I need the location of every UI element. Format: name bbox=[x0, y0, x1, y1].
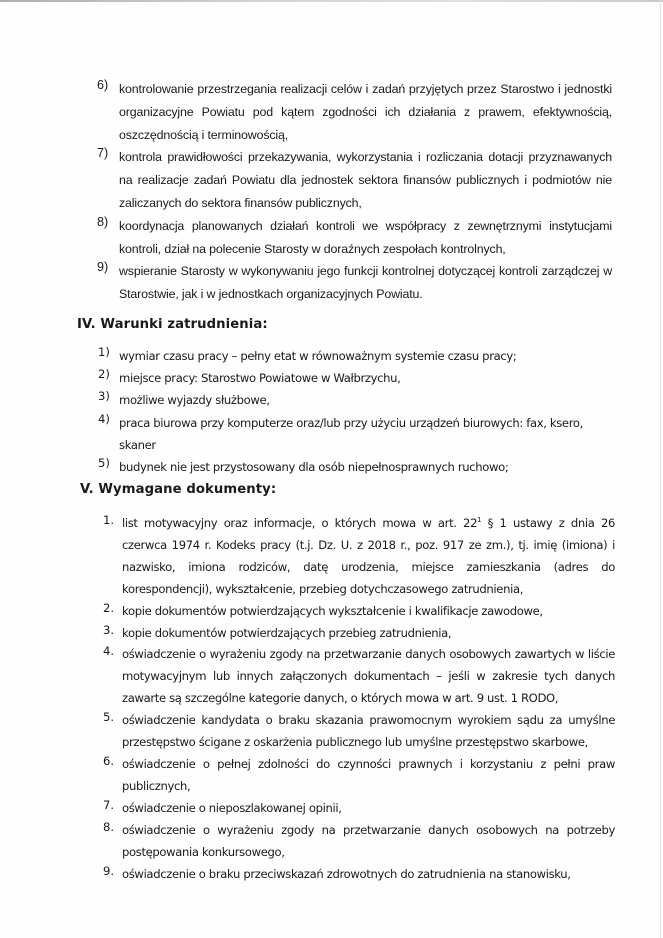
list-item bbox=[103, 623, 615, 645]
list-item bbox=[97, 260, 612, 306]
list-item-number: 8) bbox=[97, 214, 109, 229]
section-heading-required-documents: V. Wymagane dokumenty: bbox=[80, 482, 277, 497]
list-item-text: oświadczenie kandydata o braku skazania prawomocnym wyrokiem sądu za umyślne przestępstwo ścigane z oskarżenia publicznego lub umyślne przestępstwo skarbowe, bbox=[122, 713, 615, 750]
list-item-text: wspieranie Starosty w wykonywaniu jego funkcji kontrolnej dotyczącej kontroli zarządczej w Starostwie, jak i w jednostkach organizacyjnych Powiatu. bbox=[119, 264, 612, 302]
list-item-number: 3) bbox=[98, 389, 110, 404]
list-item bbox=[103, 601, 615, 623]
list-item-number: 6) bbox=[97, 78, 109, 92]
text-segment: list motywacyjny oraz informacje, o których mowa w art. 22 bbox=[122, 516, 478, 530]
text-segment: § 1 ustawy z dnia 26 czerwca 1974 r. Kodeks pracy (t.j. Dz. U. z 2018 r., poz. 917 ze zm.), tj. imię (imiona) i nazwisko, imiona rodziców, datę urodzenia, miejsce zamieszkania (adres do korespondencji), wykształcenie, przebieg dotychczasowego zatrudnienia, bbox=[122, 516, 615, 596]
list-item-text: oświadczenie o braku przeciwskazań zdrowotnych do zatrudnienia na stanowisku, bbox=[122, 866, 571, 881]
list-item bbox=[98, 367, 618, 389]
list-item-number: 6. bbox=[103, 753, 115, 768]
list-item bbox=[103, 710, 615, 754]
list-item bbox=[97, 215, 612, 261]
list-item-text: kontrola prawidłowości przekazywania, wykorzystania i rozliczania dotacji przyznawanych na realizacje zadań Powiatu dla jednostek sektora finansów publicznych i podmiotów nie zaliczanych do sektora finansów publicznych, bbox=[119, 150, 612, 210]
list-item-text: miejsce pracy: Starostwo Powiatowe w Wałbrzychu, bbox=[119, 371, 401, 386]
list-item-text: kopie dokumentów potwierdzających przebieg zatrudnienia, bbox=[122, 625, 452, 640]
list-item-number: 4) bbox=[98, 411, 110, 426]
list-item-number: 5. bbox=[103, 710, 115, 725]
list-item-number: 3. bbox=[103, 622, 115, 637]
list-item-text: oświadczenie o pełnej zdolności do czynności prawnych i korzystaniu z pełni praw publicznych, bbox=[122, 756, 615, 793]
list-item-number: 5) bbox=[98, 456, 110, 471]
list-item-number: 7. bbox=[103, 797, 115, 812]
section-heading-employment-conditions: IV. Warunki zatrudnienia: bbox=[77, 317, 268, 332]
list-item-text: koordynacja planowanych działań kontroli we współpracy z zewnętrznymi instytucjami kontroli, dział na polecenie Starosty w doraźnych zespołach kontrolnych, bbox=[119, 218, 612, 256]
list-item-number: 9) bbox=[97, 260, 109, 275]
list-item bbox=[103, 754, 615, 798]
list-item-text: możliwe wyjazdy służbowe, bbox=[119, 393, 270, 408]
list-item bbox=[97, 146, 612, 214]
list-item bbox=[98, 412, 618, 456]
list-item bbox=[103, 798, 615, 820]
scan-edge-top bbox=[0, 0, 663, 2]
list-item bbox=[97, 78, 612, 146]
list-item-number: 7) bbox=[97, 146, 109, 161]
list-item bbox=[103, 820, 615, 864]
list-item-text: kopie dokumentów potwierdzających wykształcenie i kwalifikacje zawodowe, bbox=[122, 603, 543, 618]
list-item bbox=[103, 644, 615, 710]
list-item-text: praca biurowa przy komputerze oraz/lub przy użyciu urządzeń biurowych: fax, ksero, skaner bbox=[119, 415, 583, 452]
required-documents-list bbox=[103, 513, 615, 885]
list-item bbox=[98, 345, 618, 367]
list-item-text bbox=[122, 513, 615, 601]
duties-list-continued bbox=[97, 78, 612, 306]
list-item-number: 2. bbox=[103, 600, 115, 615]
scan-edge-right bbox=[660, 0, 661, 938]
list-item-text: wymiar czasu pracy – pełny etat w równoważnym systemie czasu pracy; bbox=[119, 349, 517, 363]
list-item bbox=[103, 513, 615, 601]
list-item-text: budynek nie jest przystosowany dla osób niepełnosprawnych ruchowo; bbox=[119, 460, 509, 475]
list-item-number: 1) bbox=[98, 345, 110, 359]
employment-conditions-list bbox=[98, 345, 618, 478]
list-item-text: oświadczenie o wyrażeniu zgody na przetwarzanie danych osobowych na potrzeby postępowania konkursowego, bbox=[122, 822, 615, 859]
list-item-number: 9. bbox=[103, 863, 115, 878]
list-item-number: 4. bbox=[103, 644, 115, 659]
list-item-text: oświadczenie o wyrażeniu zgody na przetwarzanie danych osobowych zawartych w liście motywacyjnym lub innych załączonych dokumentach – jeśli w zakresie tych danych zawarte są szczególne kategorie danych, o których mowa w art. 9 ust. 1 RODO, bbox=[122, 647, 615, 706]
list-item-text: kontrolowanie przestrzegania realizacji celów i zadań przyjętych przez Starostwo i jednostki organizacyjne Powiatu pod kątem zgodności ich działania z prawem, efektywnością, oszczędnością i terminowością, bbox=[119, 82, 612, 142]
list-item bbox=[98, 389, 618, 411]
list-item-text: oświadczenie o nieposzlakowanej opinii, bbox=[122, 800, 342, 815]
list-item-number: 2) bbox=[98, 367, 110, 382]
list-item bbox=[103, 864, 615, 886]
list-item-number: 8. bbox=[103, 819, 115, 834]
superscript: 1 bbox=[477, 516, 482, 524]
list-item-number: 1. bbox=[103, 513, 115, 527]
list-item bbox=[98, 456, 618, 478]
